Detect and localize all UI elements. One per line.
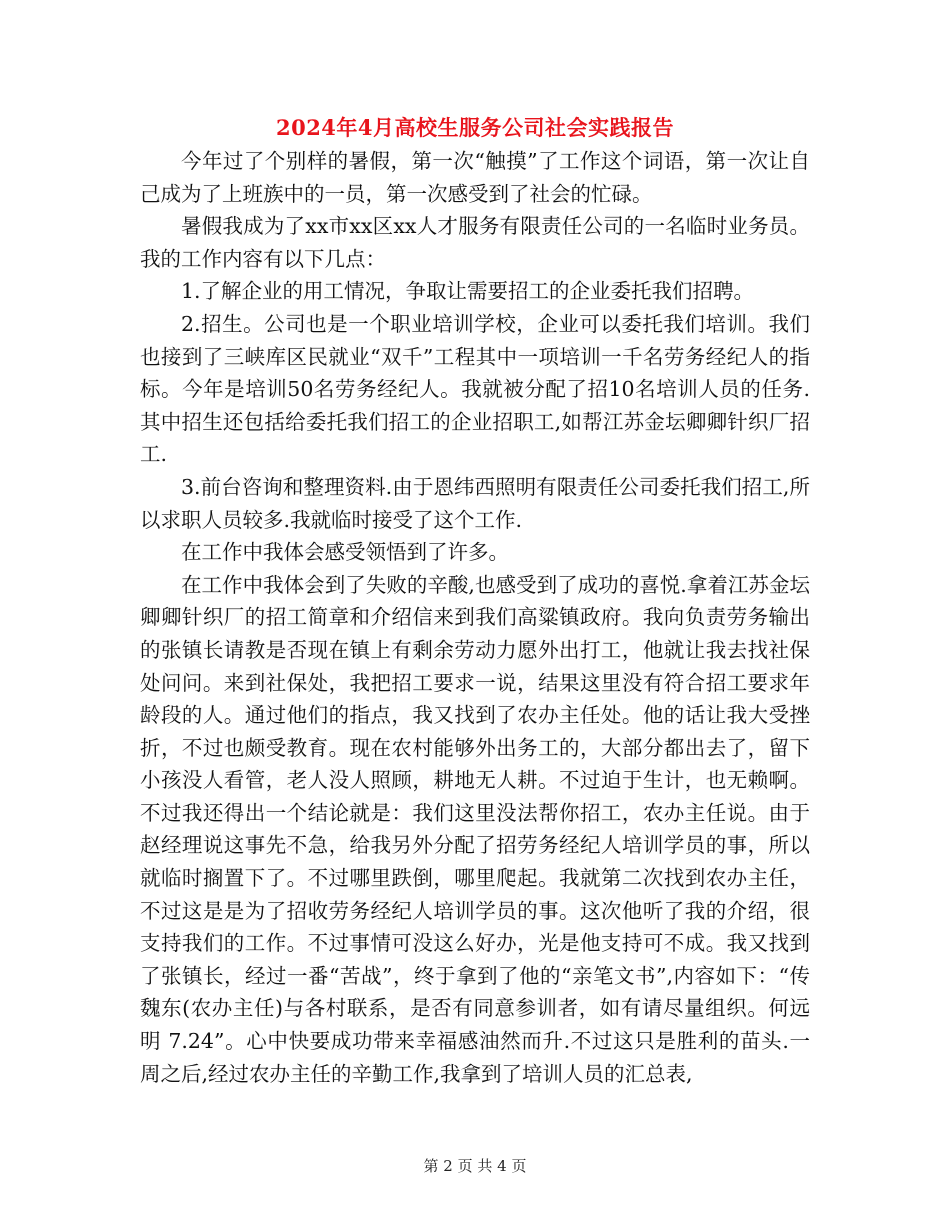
document-body <box>140 145 810 1090</box>
paragraph: 2.招生。公司也是一个职业培训学校，企业可以委托我们培训。我们也接到了三峡库区民就业“双千”工程其中一项培训一千名劳务经纪人的指标。今年是培训50名劳务经纪人。我就被分配了招10名培训人员的任务.其中招生还包括给委托我们招工的企业招职工,如帮江苏金坛卿卿针织厂招工. <box>140 311 810 467</box>
paragraph: 暑假我成为了xx市xx区xx人才服务有限责任公司的一名临时业务员。我的工作内容有以下几点： <box>140 214 810 271</box>
paragraph: 今年过了个别样的暑假，第一次“触摸”了工作这个词语，第一次让自己成为了上班族中的一员，第一次感受到了社会的忙碌。 <box>140 149 810 206</box>
page-footer: 第 2 页 共 4 页 <box>423 1157 527 1175</box>
paragraph: 3.前台咨询和整理资料.由于恩纬西照明有限责任公司委托我们招工,所以求职人员较多.我就临时接受了这个工作. <box>140 474 810 532</box>
document-title: 2024年4月高校生服务公司社会实践报告 <box>275 115 675 140</box>
paragraph: 在工作中我体会到了失败的辛酸,也感受到了成功的喜悦.拿着江苏金坛卿卿针织厂的招工简章和介绍信来到我们高粱镇政府。我向负责劳务输出的张镇长请教是否现在镇上有剩余劳动力愿外出打工，他就让我去找社保处问问。来到社保处，我把招工要求一说，结果这里没有符合招工要求年龄段的人。通过他们的指点，我又找到了农办主任处。他的话让我大受挫折，不过也颇受教育。现在农村能够外出务工的，大部分都出去了，留下小孩没人看管，老人没人照顾，耕地无人耕。不过迫于生计，也无赖啊。不过我还得出一个结论就是：我们这里没法帮你招工，农办主任说。由于赵经理说这事先不急，给我另外分配了招劳务经纪人培训学员的事，所以就临时搁置下了。不过哪里跌倒，哪里爬起。我就第二次找到农办主任，不过这是是为了招收劳务经纪人培训学员的事。这次他听了我的介绍，很支持我们的工作。不过事情可没这么好办，光是他支持可不成。我又找到了张镇长，经过一番“苦战”，终于拿到了他的“亲笔文书”,内容如下：“传魏东(农办主任)与各村联系，是否有同意参训者，如有请尽量组织。何远明 7.24”。心中快要成功带来幸福感油然而升.不过这只是胜利的苗头.一周之后,经过农办主任的辛勤工作,我拿到了培训人员的汇总表, <box>140 572 810 1086</box>
paragraph: 在工作中我体会感受领悟到了许多。 <box>181 540 509 565</box>
paragraph: 1.了解企业的用工情况，争取让需要招工的企业委托我们招聘。 <box>181 279 755 304</box>
